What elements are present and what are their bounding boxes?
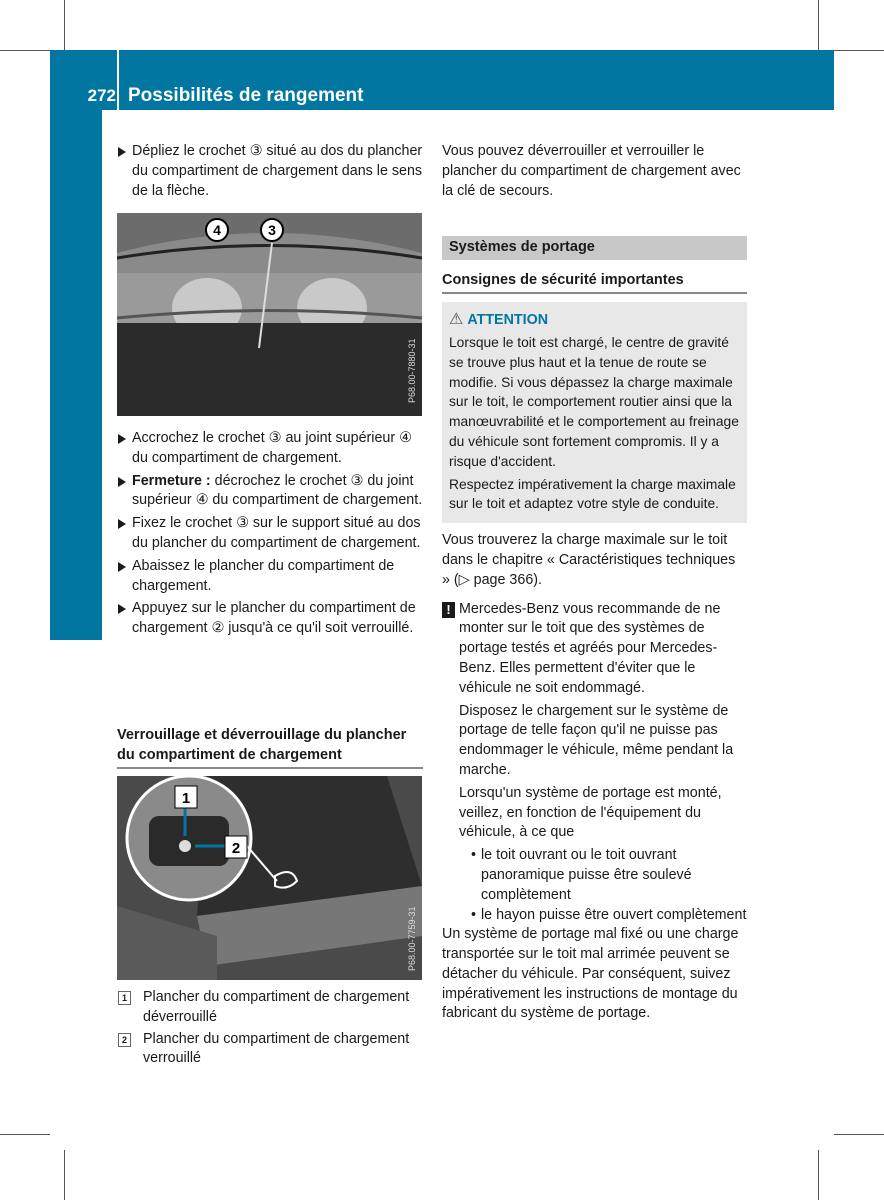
left-heading-block xyxy=(117,725,423,769)
crop-mark xyxy=(818,0,819,50)
photo-code: P68.00-7880-31 xyxy=(407,338,417,403)
intro-paragraph: Vous pouvez déverrouiller et verrouiller le plancher du compartiment de chargement avec la clé de secours. xyxy=(442,143,741,199)
callout-4: 4 xyxy=(213,222,221,238)
note-text: Lorsqu'un système de portage est monté, veillez, en fonction de l'équipement du véhicule, à ce que xyxy=(459,784,722,841)
left-column xyxy=(117,142,423,204)
step: Accrochez le crochet ③ au joint supérieur ④ du compartiment de chargement. xyxy=(117,429,423,469)
bullet-item: • le toit ouvrant ou le toit ouvrant panoramique puisse être soulevé complètement xyxy=(459,846,747,905)
page-header xyxy=(50,50,834,110)
warning-text: Respectez impérativement la charge maximale sur le toit et adaptez votre style de conduite. xyxy=(449,476,736,512)
crop-mark xyxy=(64,0,65,50)
warning-box xyxy=(442,302,747,523)
warning-icon: ⚠ xyxy=(449,311,464,329)
photo-code: P68.00-7759-31 xyxy=(407,906,417,971)
legend-item xyxy=(117,1030,423,1070)
crop-mark xyxy=(0,1134,50,1135)
trunk-photo-hook xyxy=(117,213,422,416)
legend-text: Plancher du compartiment de chargement déverrouillé xyxy=(143,989,410,1025)
chapter-label xyxy=(58,260,94,600)
right-column xyxy=(442,142,747,1027)
callout-3: 3 xyxy=(268,222,276,238)
legend xyxy=(117,988,423,1071)
note-text: Disposez le chargement sur le système de portage de telle façon qu'il ne puisse pas endommager le véhicule, même pendant la marche. xyxy=(459,702,734,778)
crop-mark xyxy=(818,1150,819,1200)
bullet-item: • le hayon puisse être ouvert complètement xyxy=(459,906,747,926)
note-block xyxy=(442,600,747,926)
page-title: Possibilités de rangement xyxy=(128,85,364,107)
callout-1: 1 xyxy=(181,790,191,807)
warning-text: Lorsque le toit est chargé, le centre de gravité se trouve plus haut et la tenue de route se modifie. Si vous dépassez la charge maximale sur le toit, le comportement routier ainsi que la manœuvrabilité et le comportement au freinage du véhicule sont fortement compromis. Il y a risque d'accident. xyxy=(449,334,739,469)
crop-mark xyxy=(834,1134,884,1135)
section-heading: Verrouillage et déverrouillage du plancher du compartiment de chargement xyxy=(117,725,423,769)
paragraph: Un système de portage mal fixé ou une charge transportée sur le toit mal arrimée peuvent se détacher du véhicule. Par conséquent, suivez impérativement les instructions de montage du fabricant du système de portage. xyxy=(442,926,739,1022)
note-text: Mercedes-Benz vous recommande de ne monter sur le toit que des systèmes de portage testés et agréés pour Mercedes-Benz. Elles permettent d'éviter que le véhicule ne soit endommagé. xyxy=(459,600,721,696)
step-label: Fermeture : xyxy=(132,472,211,489)
step: Dépliez le crochet ③ situé au dos du plancher du compartiment de chargement dans le sens de la flèche. xyxy=(117,142,423,201)
section-heading: Systèmes de portage xyxy=(442,236,747,260)
crop-mark xyxy=(64,1150,65,1200)
divider xyxy=(117,50,119,110)
step: Fixez le crochet ③ sur le support situé au dos du plancher du compartiment de chargement. xyxy=(117,514,423,554)
chapter-label-text: Rangement et autres xyxy=(65,336,87,524)
paragraph: Vous trouverez la charge maximale sur le toit dans le chapitre « Caractéristiques techniques » (▷ page 366). xyxy=(442,532,736,588)
left-steps xyxy=(117,429,423,642)
step: Appuyez sur le plancher du compartiment de chargement ② jusqu'à ce qu'il soit verrouillé. xyxy=(117,599,423,639)
warning-title: ATTENTION xyxy=(467,312,549,329)
step-text: décrochez le crochet ③ du joint supérieur ④ du compartiment de chargement. xyxy=(132,472,423,509)
subsection-heading: Consignes de sécurité importantes xyxy=(442,270,747,294)
crop-mark xyxy=(834,50,884,51)
legend-item xyxy=(117,988,423,1028)
page-number: 272 xyxy=(87,86,116,106)
legend-key: 2 xyxy=(118,1033,131,1047)
crop-mark xyxy=(0,50,50,51)
callout-2: 2 xyxy=(231,840,241,857)
step: Abaissez le plancher du compartiment de chargement. xyxy=(117,557,423,597)
exclamation-icon: ! xyxy=(442,602,455,618)
legend-text: Plancher du compartiment de chargement verrouillé xyxy=(143,1030,410,1067)
step xyxy=(117,472,423,512)
legend-key: 1 xyxy=(118,991,131,1005)
trunk-photo-lock xyxy=(117,776,422,980)
